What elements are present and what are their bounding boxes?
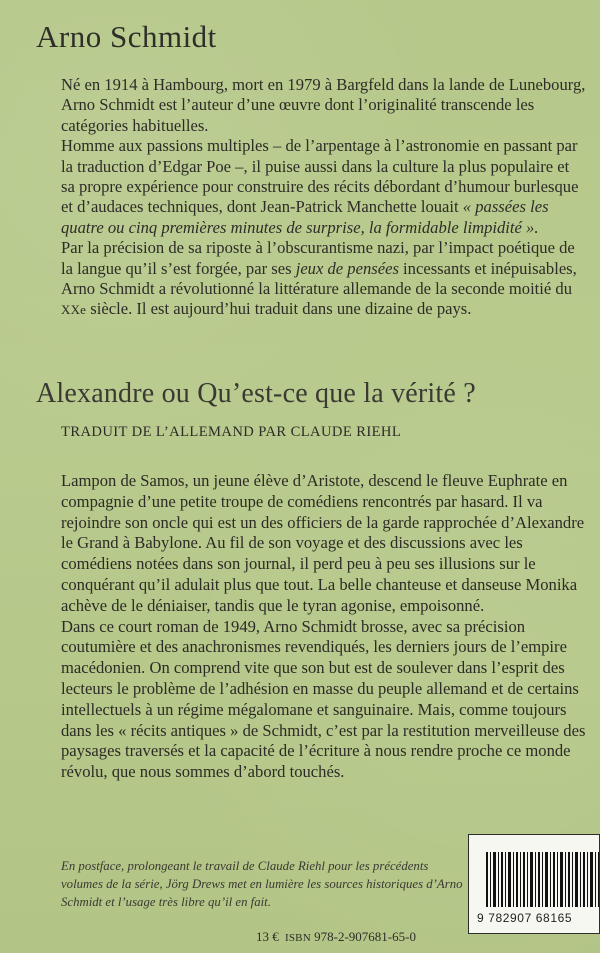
summary-paragraph-1: Lampon de Samos, un jeune élève d’Aristote, descend le fleuve Euphrate en compagnie d’une petite troupe de comédiens rencontrés par hasard. Il va rejoindre son oncle qui est un des officiers de la garde rapprochée d’Alexandre le Grand à Babylone. Au fil de son voyage et des discussions avec les comédiens notées dans son journal, il perd peu à peu ses illusions sur le conquérant qu’il adulait plus que tout. La belle chanteuse et danseuse Monika achève de le déniaiser, tandis que le tyran agonise, empoisonné.: [61, 471, 585, 615]
bio-paragraph-3: [61, 238, 587, 321]
manchette-quote: « passées les quatre ou cinq premières minutes de surprise, la formidable limpidité ».: [61, 197, 549, 237]
price-and-isbn: [256, 929, 416, 945]
isbn-number: 978-2-907681-65-0: [314, 929, 416, 944]
barcode: [468, 834, 600, 934]
barcode-bars: [486, 852, 600, 907]
author-title: Arno Schmidt: [36, 19, 217, 54]
translator-credit: TRADUIT DE L’ALLEMAND PAR CLAUDE RIEHL: [61, 424, 402, 440]
bio-paragraph-2: [61, 136, 587, 238]
postface-note: En postface, prolongeant le travail de Claude Riehl pour les précédents volumes de la série, Jörg Drews met en lumière les sources historiques d’Arno Schmidt et l’usage très libre qu’il en fait.: [61, 859, 463, 909]
isbn-label: ISBN: [285, 932, 311, 944]
summary-paragraph-2: Dans ce court roman de 1949, Arno Schmidt brosse, avec sa précision coutumière et des anachronismes revendiqués, les derniers jours de l’empire macédonien. On comprend vite que son but est de soulever dans l’esprit des lecteurs le problème de l’adhésion en masse du peuple allemand et de certains intellectuels à un régime mégalomane et sanguinaire. Mais, comme toujours dans les « récits antiques » de Schmidt, c’est par la restitution merveilleuse des paysages traversés et la capacité de l’écriture à nous rendre proche ce monde révolu, que nous sommes d’abord touchés.: [61, 616, 586, 782]
price: 13 €: [256, 929, 279, 944]
barcode-number: 9 782907 68165: [477, 911, 573, 925]
book-summary: [61, 471, 588, 783]
bio-paragraph-3-middle: incessants et inépuisables, Arno Schmidt a révolutionné la littérature allemande de la seconde moitié du: [61, 258, 577, 299]
bio-paragraph-3-end: siècle. Il est aujourd’hui traduit dans une dizaine de pays.: [86, 299, 472, 319]
book-title: Alexandre ou Qu’est-ce que la vérité ?: [36, 378, 476, 409]
century-label: XXe: [61, 302, 87, 318]
bio-paragraph-3-italic: jeux de pensées: [295, 258, 399, 278]
bio-paragraph-3-start: Par la précision de sa riposte à l’obscurantisme nazi, par l’impact poétique de la langue qu’il s’est forgée, par ses: [61, 238, 575, 278]
bio-paragraph-1: Né en 1914 à Hambourg, mort en 1979 à Bargfeld dans la lande de Lunebourg, Arno Schmidt est l’auteur d’une œuvre dont l’originalité transcende les catégories habituelles.: [61, 75, 586, 135]
author-biography: [61, 75, 587, 321]
bio-paragraph-2-text: Homme aux passions multiples – de l’arpentage à l’astronomie en passant par la traduction d’Edgar Poe –, il puise aussi dans la culture la plus populaire et sa propre expérience pour construire des récits débordant d’humour burlesque et d’audaces techniques, dont Jean-Patrick Manchette louait: [61, 136, 579, 217]
